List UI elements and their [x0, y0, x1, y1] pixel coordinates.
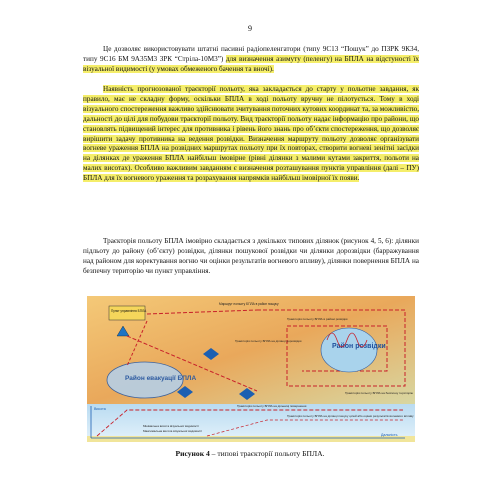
- caption-rest: – типові траєкторії польоту БПЛА.: [209, 449, 325, 458]
- svg-text:Траєкторія польоту БПЛА на діл: Траєкторія польоту БПЛА на ділянці дорозвідки: [235, 339, 302, 343]
- svg-text:Траєкторія польоту БПЛА на діл: Траєкторія польоту БПЛА на дільниці повернення: [237, 404, 307, 408]
- figure-caption: [0, 449, 500, 458]
- recon-area-label: Район розвідки: [332, 343, 386, 350]
- para2-seg2: Тому в ході візуального спостереження важливо здійснювати зчитування поточних кутових координат та, за можливістю, дальності до цілі для побудови траєкторії польоту. Вид траєкторії польоту надає інформацію про райони, що становлять підвищений інтерес для противника і рівень його знань про об’єкти спостереження, що дозволяє вирішити задачу противника на ведення розвідки. Визначення маршруту польоту дозволяє організувати вогневе ураження БПЛА на розвідних маршрутах польоту при їх повторах, створити вогневі зенітні засідки на ділянках де ураження БПЛА найбільш імовірне (рівні ділянки з малими кутами закриття, польоти на малих висотах). Особливо важливим завданням є визначення розташування пунктів управління (далі – ПУ) БПЛА для їх вогневого ураження та розрахування напрямків найбільш імовірної їх появи.: [83, 94, 419, 183]
- caption-bold: Рисунок 4: [175, 449, 210, 458]
- para3-seg1: Траєкторія польоту БПЛА імовірно складається з декількох типових ділянок (рисунок 4, 5, 6): ділянки підльоту до району (об’єкту) розвідки, ділянки пошукової розвідки чи ділянки дорозвідки (барражування над районом для коректування вогню чи оцінки результатів вогневого впливу), ділянки повернення БПЛА на безпечну територію чи пункт управління.: [83, 237, 419, 275]
- trajectory-figure: [87, 296, 415, 442]
- paragraph-1: [83, 45, 419, 75]
- svg-text:Траєкторія польоту БПЛА на діл: Траєкторія польоту БПЛА на ділянці пошуку цілей або оцінки результатів вогневого впливу: [287, 414, 414, 418]
- svg-text:Маршрут польоту БПЛА в район п: Маршрут польоту БПЛА в район пошуку: [219, 302, 279, 306]
- evac-area-label: Район евакуації БПЛА: [125, 375, 197, 382]
- svg-text:Траєкторія польоту БПЛА в райо: Траєкторія польоту БПЛА в районі розвідки: [287, 317, 348, 321]
- para1-seg1: Це дозволяє використовувати штатні пасивні радіопеленгатори (типу 9С13 “Пошук” до ПЗРК 9К34, типу 9С16 БМ 9А35М3 ЗРК “Стріла-10М3”): [83, 45, 419, 63]
- page-number: 9: [248, 24, 252, 33]
- para2-seg1: Наявність прогнозованої траєкторії польоту, яка закладається до старту у польотне завдання, як правило, має не складну форму, оскільки БПЛА в ході польоту вручну не пілотується.: [83, 85, 419, 103]
- svg-text:Дальність: Дальність: [381, 433, 398, 437]
- paragraph-3: [83, 237, 419, 277]
- svg-text:Пункт управління БПЛА: Пункт управління БПЛА: [111, 309, 147, 313]
- svg-text:Траєкторія польоту БПЛА на без: Траєкторія польоту БПЛА на безпечну територію: [345, 391, 414, 395]
- svg-text:Висота: Висота: [94, 407, 106, 411]
- svg-text:Мінімальна висота візуальної в: Мінімальна висота візуальної видимості: [143, 424, 199, 428]
- svg-text:Максимальна висота візуальної: Максимальна висота візуальної видимості: [143, 429, 203, 433]
- para1-seg2: для визначення азимуту (пеленгу) на БПЛА на відстуності їх візуальної видимості (у умовах обмеженого бачення та вночі).: [83, 54, 419, 73]
- paragraph-2: [83, 85, 419, 184]
